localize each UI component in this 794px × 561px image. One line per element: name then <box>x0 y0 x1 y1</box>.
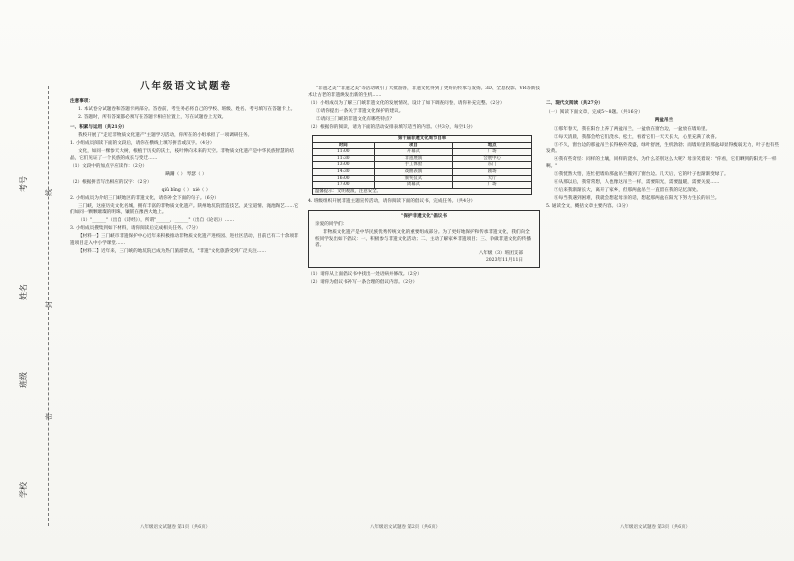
table-row <box>313 155 532 162</box>
label-class: 班级 <box>19 372 28 388</box>
proposal-date: 2023年11月11日 <box>485 257 523 263</box>
page-footer-3: 八年级语文试题卷 第3页（共6页） <box>620 525 691 530</box>
table-cell: 广场 <box>453 149 532 156</box>
section-heading: 一、积累与运用（共21分） <box>70 124 127 130</box>
table-cell: 非遗展演 <box>374 155 453 162</box>
question-1a: （1）文段中的加点字应读作：（2分） <box>70 163 148 169</box>
page-2 <box>308 86 540 524</box>
question-3d: （2）根据你的阅读，请为下面的活动安排表填写适当的内容。（共3分，每空1分） <box>308 124 476 130</box>
schedule-table <box>312 135 532 195</box>
intro-text: 我校开展了"走近非物质文化遗产"主题学习活动，你所在的小组承担了一项调研任务。 <box>78 133 253 138</box>
table-header: 时间 <box>313 142 375 149</box>
table-row <box>313 175 532 182</box>
table-cell: 颁奖仪式 <box>374 175 453 182</box>
table-cell: 会展中心 <box>453 155 532 162</box>
label-exam-number: 考号 <box>19 176 28 192</box>
question-3b: ①请你提出一条关于非遗文化保护的建议。 <box>316 108 404 114</box>
article-paragraph: ⑥从那以后，我常常想，人也像这吊兰一样，需要阳光，需要温暖，需要关爱…… <box>554 179 720 185</box>
proposal-signature: 八年级（3）班团支部 <box>478 251 523 257</box>
table-cell: 13:00 <box>313 162 375 169</box>
label-name: 姓名 <box>19 284 28 300</box>
paragraph: "非遗之美""非遗之美"等活动吸引了大批游客，非遗文化得到了更好的传承与发扬。3D、全息投影、VR等新技术让古老的非遗焕发出新的生机…… <box>308 86 540 98</box>
question-1b-items: qiǔ bǐng（ ） xiè（ ） <box>161 187 211 193</box>
table-row <box>313 182 532 189</box>
proposal-greeting: 亲爱的同学们： <box>315 222 348 228</box>
notice-item: 1. 本试卷分试题卷和答题卡两部分。答卷前，考生务必将自己的学校、班级、姓名、考号填写在答题卡上。 <box>78 107 296 112</box>
article-paragraph: ④我有些奇怪：同样的土壤，同样的浇水，为什么差别这么大呢？母亲笑着说："你看，它们晒到的阳光不一样啊。" <box>546 157 777 169</box>
article-paragraph: ①那年春天，我在阳台上养了两盆吊兰，一盆放在窗台边，一盆放在墙角里。 <box>554 126 711 132</box>
page-1 <box>70 72 302 524</box>
notice-heading: 注意事项： <box>70 98 93 104</box>
table-note: 温馨提示：文明观演，注意安全。 <box>313 188 532 195</box>
table-cell: 剧场 <box>453 168 532 175</box>
page-footer-1: 八年级语文试题卷 第1页（共6页） <box>140 525 211 530</box>
page-3 <box>546 98 782 524</box>
question-5: 5. 通读全文，概括文章主要内容。（3分） <box>546 203 631 209</box>
table-cell: 广场 <box>453 182 532 189</box>
question-1-text: 文化，如同一棵参天大树，根植于历史的沃土，枝叶伸向未来的天空。非物质文化遗产是中华民族智慧的结晶，它们见证了一个民族的成长与变迁…… <box>70 149 294 161</box>
seal-word-tight: 密 <box>45 413 53 420</box>
table-cell: 14:30 <box>313 168 375 175</box>
table-cell: 16:00 <box>313 175 375 182</box>
article-paragraph: ⑧每当我遇到困难，我就会想起母亲的话，想起那两盆在阳光下努力生长的吊兰。 <box>554 195 720 201</box>
table-row <box>313 168 532 175</box>
table-cell: 东门 <box>453 162 532 169</box>
page-footer-2: 八年级语文试题卷 第2页（共6页） <box>370 525 441 530</box>
table-cell: 11:00 <box>313 149 375 156</box>
table-cell: 闭幕式 <box>374 182 453 189</box>
table-title: 第十届非遗文化周节目单 <box>313 136 532 143</box>
reading-instruction: （一）阅读下面文章，完成5～8题。（共16分） <box>546 109 643 115</box>
question-2-text: 三门峡，这座历史文化名城，拥有丰富的非物质文化遗产。陕州地坑院营造技艺、灵宝道情、渑池陶艺……它们如同一颗颗璀璨的明珠，镶嵌在豫西大地上。 <box>70 203 299 215</box>
notice-item: 2. 答题时，所有答案都必须写在答题卡相应位置上，写在试题卷上无效。 <box>78 115 227 120</box>
label-school: 学校 <box>19 482 28 498</box>
table-cell: 戏曲表演 <box>374 168 453 175</box>
article-paragraph: ③不久，窗台边的那盆吊兰长得格外茂盛，绿叶舒展，生机勃勃；而墙角里的那盆却显得瘦弱无力，叶子也有些发黄。 <box>546 142 780 154</box>
proposal-body: 非物质文化遗产是中华民族优秀传统文化的重要组成部分。为了更好地保护和传承非遗文化，我们向全校同学发出如下倡议：一、积极参与非遗文化活动；二、主动了解家乡非遗项目；三、争做非遗文化的传播者。 <box>315 230 531 249</box>
seal-word-line: 线 <box>45 189 53 196</box>
question-1: 1. 小组成员阅读下面的文段后，请你在横线上填写拼音或汉字。（4分） <box>70 141 215 146</box>
table-cell: 17:00 <box>313 182 375 189</box>
question-1a-items: 蹒跚（ ） 琴瑟（ ） <box>165 171 207 177</box>
question-1b: （2）根据拼音写出相应的汉字：（2分） <box>70 179 152 185</box>
material-1: 【材料一】三门峡市非遗保护中心近年来积极推动非物质文化遗产进校园、进社区活动，目前已有二十余项非遗项目走入中小学课堂…… <box>70 234 299 246</box>
table-header: 地点 <box>453 142 532 149</box>
article-paragraph: ②每天清晨，我都会给它们浇水、松土，看着它们一天天长大，心里充满了欢喜。 <box>554 134 720 140</box>
question-3a: （1）小组成员为了解三门峡非遗文化的发展情况，设计了如下调查问卷，请你补充完整。（2分） <box>308 100 505 106</box>
question-4: 4. 班级组织开展非遗主题宣传活动，请你阅读下面的倡议书，完成任务。（共4分） <box>308 199 476 205</box>
seal-word-seal: 封 <box>45 301 53 308</box>
table-cell: 手工体验 <box>374 162 453 169</box>
proposal-title: "保护非遗文化"倡议书 <box>400 213 448 219</box>
page-title: 八年级语文试题卷 <box>139 81 232 92</box>
table-row <box>313 149 532 156</box>
material-2: 【材料二】近年来，三门峡的地坑院已成为热门旅游景点，"非遗"文化旅游受到广泛关注…… <box>78 248 266 254</box>
article-paragraph: ⑦后来我渐渐长大，离开了家乡，但那两盆吊兰一直留在我的记忆深处。 <box>554 187 702 193</box>
question-4b: （2）请你为倡议书补写一条合理的倡议内容。（2分） <box>308 280 418 286</box>
section-heading: 二、现代文阅读（共27分） <box>546 101 603 106</box>
article-paragraph: ⑤我恍然大悟，连忙把墙角那盆吊兰搬到了窗台边。几天后，它的叶子也渐渐变绿了。 <box>554 171 729 177</box>
question-3: 3. 小组成员搜集到如下材料，请你阅读后完成相关任务。（7分） <box>70 226 201 231</box>
table-cell: 大厅 <box>453 175 532 182</box>
question-3c: ②请问三门峡的非遗文化有哪些特点？ <box>316 116 395 122</box>
table-header: 项目 <box>374 142 453 149</box>
question-2-text-2: （1）"______"（出自《诗经》），所谓"______，______"（出自《论语》）…… <box>78 218 235 223</box>
question-2: 2. 小组成员为介绍三门峡地区的非遗文化，请你补全下面的句子。（6分） <box>70 195 219 201</box>
table-cell: 开幕式 <box>374 149 453 156</box>
table-row <box>313 162 532 169</box>
table-cell: 11:30 <box>313 155 375 162</box>
question-4a: （1）请你从上面倡议书中找出一处语病并修改。（2分） <box>308 272 422 278</box>
proposal-box <box>308 210 540 269</box>
binding-margin <box>0 0 70 561</box>
article-title: 两盆吊兰 <box>654 118 674 123</box>
